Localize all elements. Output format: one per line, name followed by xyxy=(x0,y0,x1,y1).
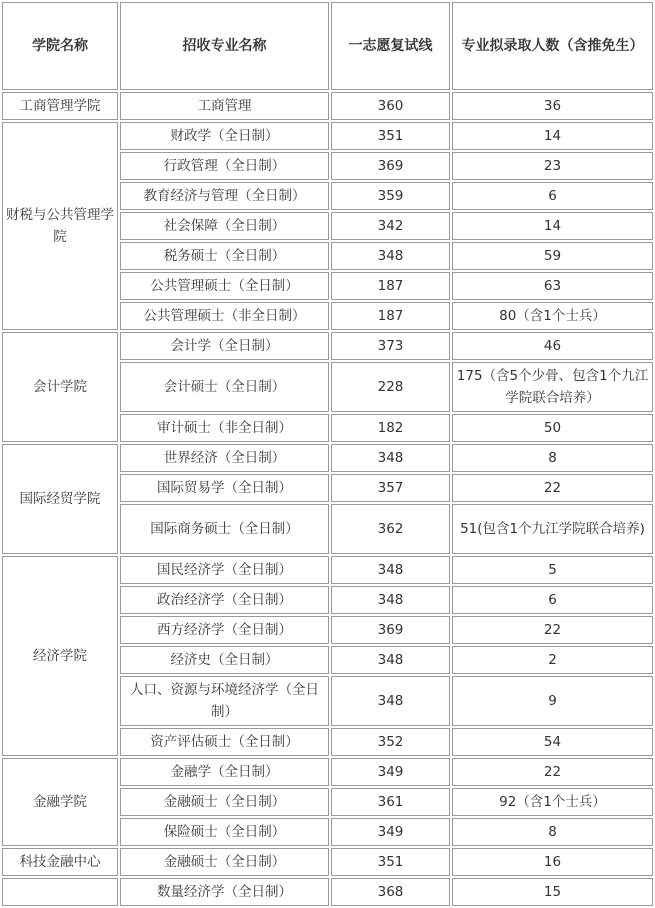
count-cell: 59 xyxy=(452,242,653,270)
count-cell: 63 xyxy=(452,272,653,300)
college-cell: 经济学院 xyxy=(2,556,118,756)
table-row xyxy=(2,444,653,472)
major-cell: 国际商务硕士（全日制） xyxy=(120,504,329,554)
header-score: 一志愿复试线 xyxy=(331,2,450,90)
score-cell: 369 xyxy=(331,616,450,644)
count-cell: 92（含1个士兵） xyxy=(452,788,653,816)
header-row xyxy=(2,2,653,90)
score-cell: 348 xyxy=(331,444,450,472)
major-cell: 审计硕士（非全日制） xyxy=(120,414,329,442)
header-college: 学院名称 xyxy=(2,2,118,90)
count-cell: 16 xyxy=(452,848,653,876)
table-row xyxy=(2,92,653,120)
major-cell: 公共管理硕士（全日制） xyxy=(120,272,329,300)
count-cell: 5 xyxy=(452,556,653,584)
major-cell: 金融硕士（全日制） xyxy=(120,788,329,816)
header-major: 招收专业名称 xyxy=(120,2,329,90)
score-cell: 368 xyxy=(331,878,450,906)
major-cell: 社会保障（全日制） xyxy=(120,212,329,240)
college-cell: 财税与公共管理学院 xyxy=(2,122,118,330)
count-cell: 22 xyxy=(452,474,653,502)
college-cell: 科技金融中心 xyxy=(2,848,118,876)
count-cell: 6 xyxy=(452,586,653,614)
count-cell: 46 xyxy=(452,332,653,360)
count-cell: 175（含5个少骨、包含1个九江学院联合培养） xyxy=(452,362,653,412)
score-cell: 349 xyxy=(331,758,450,786)
count-cell: 9 xyxy=(452,676,653,726)
major-cell: 公共管理硕士（非全日制） xyxy=(120,302,329,330)
count-cell: 22 xyxy=(452,758,653,786)
major-cell: 会计学（全日制） xyxy=(120,332,329,360)
table-row xyxy=(2,758,653,786)
college-cell: 会计学院 xyxy=(2,332,118,442)
table-row xyxy=(2,556,653,584)
score-cell: 348 xyxy=(331,646,450,674)
count-cell: 54 xyxy=(452,728,653,756)
major-cell: 教育经济与管理（全日制） xyxy=(120,182,329,210)
score-cell: 351 xyxy=(331,122,450,150)
college-cell: 国际经贸学院 xyxy=(2,444,118,554)
count-cell: 15 xyxy=(452,878,653,906)
score-cell: 369 xyxy=(331,152,450,180)
major-cell: 金融硕士（全日制） xyxy=(120,848,329,876)
score-cell: 351 xyxy=(331,848,450,876)
college-cell xyxy=(2,878,118,906)
count-cell: 6 xyxy=(452,182,653,210)
count-cell: 50 xyxy=(452,414,653,442)
table-row xyxy=(2,332,653,360)
score-cell: 362 xyxy=(331,504,450,554)
college-cell: 金融学院 xyxy=(2,758,118,846)
major-cell: 资产评估硕士（全日制） xyxy=(120,728,329,756)
score-cell: 348 xyxy=(331,556,450,584)
count-cell: 51(包含1个九江学院联合培养) xyxy=(452,504,653,554)
major-cell: 税务硕士（全日制） xyxy=(120,242,329,270)
score-cell: 359 xyxy=(331,182,450,210)
score-cell: 352 xyxy=(331,728,450,756)
score-cell: 342 xyxy=(331,212,450,240)
header-count: 专业拟录取人数（含推免生） xyxy=(452,2,653,90)
score-cell: 187 xyxy=(331,272,450,300)
score-cell: 348 xyxy=(331,586,450,614)
major-cell: 保险硕士（全日制） xyxy=(120,818,329,846)
major-cell: 金融学（全日制） xyxy=(120,758,329,786)
major-cell: 会计硕士（全日制） xyxy=(120,362,329,412)
score-cell: 228 xyxy=(331,362,450,412)
major-cell: 西方经济学（全日制） xyxy=(120,616,329,644)
score-cell: 348 xyxy=(331,676,450,726)
count-cell: 80（含1个士兵） xyxy=(452,302,653,330)
table-body xyxy=(2,92,653,906)
major-cell: 数量经济学（全日制） xyxy=(120,878,329,906)
major-cell: 国际贸易学（全日制） xyxy=(120,474,329,502)
score-cell: 348 xyxy=(331,242,450,270)
count-cell: 23 xyxy=(452,152,653,180)
table-row xyxy=(2,878,653,906)
major-cell: 国民经济学（全日制） xyxy=(120,556,329,584)
count-cell: 8 xyxy=(452,444,653,472)
score-cell: 182 xyxy=(331,414,450,442)
score-cell: 357 xyxy=(331,474,450,502)
count-cell: 14 xyxy=(452,212,653,240)
major-cell: 人口、资源与环境经济学（全日制） xyxy=(120,676,329,726)
major-cell: 政治经济学（全日制） xyxy=(120,586,329,614)
score-cell: 349 xyxy=(331,818,450,846)
major-cell: 经济史（全日制） xyxy=(120,646,329,674)
count-cell: 2 xyxy=(452,646,653,674)
major-cell: 行政管理（全日制） xyxy=(120,152,329,180)
count-cell: 14 xyxy=(452,122,653,150)
count-cell: 22 xyxy=(452,616,653,644)
major-cell: 工商管理 xyxy=(120,92,329,120)
score-cell: 373 xyxy=(331,332,450,360)
score-cell: 360 xyxy=(331,92,450,120)
major-cell: 世界经济（全日制） xyxy=(120,444,329,472)
count-cell: 8 xyxy=(452,818,653,846)
college-cell: 工商管理学院 xyxy=(2,92,118,120)
count-cell: 36 xyxy=(452,92,653,120)
table-row xyxy=(2,122,653,150)
table-row xyxy=(2,848,653,876)
score-cell: 187 xyxy=(331,302,450,330)
major-cell: 财政学（全日制） xyxy=(120,122,329,150)
score-cell: 361 xyxy=(331,788,450,816)
